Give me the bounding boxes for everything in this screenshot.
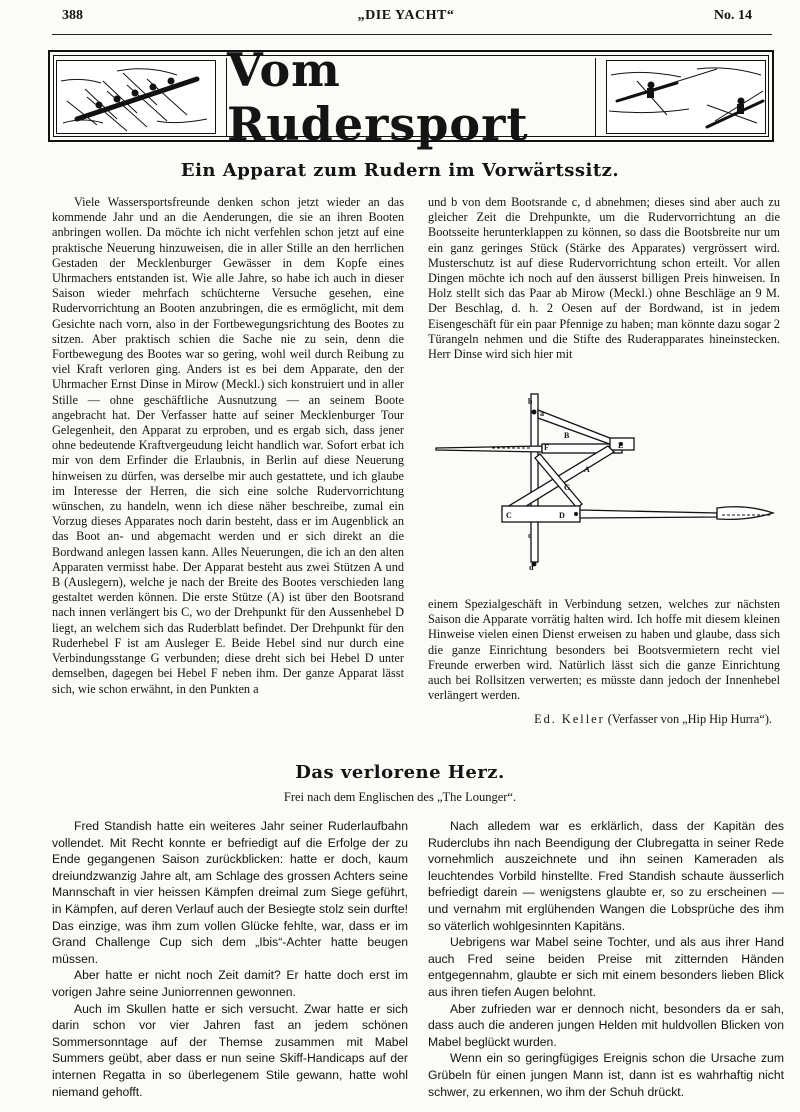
- paragraph: Uebrigens war Mabel seine Tochter, und als aus ihrer Hand auch Fred seine beiden Preise mit zitternden Händen entgegennahm, glaubte er sich mit einem besonders lieben Blick aus ihren tiefen Augen belohnt.: [428, 935, 784, 999]
- page-number: 388: [62, 8, 83, 23]
- article1-signature: [534, 712, 772, 727]
- diagram-label-d: D: [559, 511, 565, 520]
- paragraph: Auch im Skullen hatte er sich versucht. Zwar hatte er sich darin schon vor vier Jahren fast an jedem schönen Sommersonntage auf der Themse zusammen mit Mabel Summers geübt, aber dass er nun seine Skiff-Handicaps auf der internen Regatta in so überlegenem Stile gewann, hatte wohl niemand gehofft.: [52, 1001, 408, 1099]
- article2-subtitle: Frei nach dem Englischen des „The Lounger“.: [283, 790, 517, 804]
- diagram-label-c-lower: c: [528, 531, 532, 540]
- paragraph: Nach alledem war es erklärlich, dass der Kapitän des Ruderclubs ihn nach Beendigung der Clubregatta in seiner Rede vornehmlich auszeichnete und ihn seinen Kameraden als leuchtendes Vorbild hinstellte. Fred Standish schaute äusserlich befriedigt darein — wenigstens glaubte er, so zu erscheinen — und vernahm mit erglühenden Wangen die Lobsprüche des ihm so väterlich wohlgesinnten Kapitäns.: [428, 819, 784, 933]
- article1-right-column-bottom: [428, 597, 780, 703]
- banner-title: Vom Rudersport: [226, 58, 596, 136]
- single-sculler-illustration: [606, 60, 766, 134]
- paragraph: einem Spezialgeschäft in Verbindung setzen, welches zur nächsten Saison die Apparate vorrätig halten wird. Ich hoffe mit diesem kleinen Hinweise vielen einen Dienst erweisen zu haben und glaube, dass sich die ganze Einrichtung besonders bei Bootsvermietern recht viel Freunde erwerben wird. Natürlich lässt sich die ganze Einrichtung auch bei Rollsitzen verwerten; es müsste dann jedoch der Innenhebel verlängert werden.: [428, 597, 780, 703]
- diagram-label-b-lower: b: [528, 397, 533, 406]
- paragraph: und b von dem Bootsrande c, d abnehmen; dieses sind aber auch zu gleicher Zeit die Drehpunkte, um die Rudervorrichtung an die Bootsseite herunterklappen zu können, so dass die Bootsbreite nur um ein ganz geringes Stück (Stärke des Apparates) vergrössert wird. Musterschutz ist auf diese Rudervorrichtung schon erteilt. Vor allen Dingen möchte ich noch auf den äusserst billigen Preis hinweisen. In Holz stellt sich das Paar ab Mirow (Meckl.) ohne Beschläge an 9 M. Der Beschlag, d. h. 2 Oesen auf der Bordwand, ist in jedem Eisengeschäft für ein paar Pfennige zu haben; man könnte dazu sogar 2 Türangeln nehmen und die Stifte des Ruderapparates hineinstecken. Herr Dinse wird sich hier mit: [428, 195, 780, 362]
- signature-name: Ed. Keller: [534, 712, 605, 726]
- rowing-eight-illustration: [56, 60, 216, 134]
- issue-number: No. 14: [713, 8, 752, 23]
- diagram-label-b-upper: B: [564, 431, 570, 440]
- diagram-label-e: E: [618, 441, 624, 450]
- article2-left-column: [52, 818, 408, 1100]
- article2-right-column: [428, 818, 784, 1100]
- article2-title: Das verlorene Herz.: [295, 762, 505, 783]
- diagram-label-a: A: [584, 465, 590, 474]
- rowing-apparatus-diagram: [432, 392, 782, 572]
- signature-note: (Verfasser von „Hip Hip Hurra“).: [607, 712, 772, 726]
- diagram-label-c: C: [506, 511, 512, 520]
- article1-left-column: [52, 195, 404, 697]
- article1-title: Ein Apparat zum Rudern im Vorwärtssitz.: [180, 160, 620, 181]
- running-header: [52, 8, 760, 26]
- paragraph: Wenn ein so geringfügiges Ereignis schon die Ursache zum Grübeln für einen jungen Mann ist, dann ist es wahrhaftig nicht schwer, zu erkennen, wo ihm der Schuh drückt.: [428, 1051, 784, 1099]
- magazine-title: „DIE YACHT“: [357, 8, 455, 23]
- header-rule: [52, 34, 772, 35]
- section-banner: [48, 43, 774, 151]
- diagram-label-f: F: [544, 443, 549, 452]
- article1-right-column-top: [428, 195, 780, 362]
- paragraph: Viele Wassersportsfreunde denken schon jetzt wieder an das kommende Jahr und an die Aenderungen, die sie an ihren Booten anbringen wollen. Da möchte ich nicht verfehlen schon jetzt auf eine praktische Neuerung hinzuweisen, die in aller Stille an den herrlichen Gestaden der Mecklenburger Gewässer in dem Kopfe eines Uhrmachers entstanden ist. Wie alle Jahre, so habe ich auch in dieser Saison wieder mehrfach schüchterne Versuche gesehen, eine Rudervorrichtung an Booten anzubringen, die es ermöglicht, mit dem Gesichte nach vorn, also in der Fortbewegungsrichtung des Bootes zu sitzen. Aber praktisch schien die Sache nie zu sein, denn die Fortbewegung des Bootes war so gering, wohl weil durch Reibung zu viel Kraft verloren ging. Anders ist es bei dem Apparate, den der Uhrmacher Ernst Dinse in Mirow (Meckl.) sich konstruiert und in aller Stille — ohne geschäftliche Ausnutzung — an seinem Boote angebracht hat. Der Verfasser hatte auf seiner Mecklenburger Tour Gelegenheit, den Apparat zu erproben, und es ergab sich, dass jener ohne bedeutende Kraftvergeudung leicht handlich war. Sofort erbat ich mir von dem Erfinder die Erlaubnis, in Berlin auf diese Neuerung hinweisen zu dürfen, was derselbe mir auch gestattete, und ich glaube im Interesse der Herren, die sich eine solche Rudervorrichtung wünschen, zu handeln, wenn ich diese näher beschreibe, zumal ein Vorzug dieses Apparates noch darin besteht, dass er im Augenblick an das Boot an- und abgemacht werden und er sich direkt an die Bordwand anlegen lassen kann. Alles Neuerungen, die ich an den alten Apparaten vermisst habe. Der Apparat besteht aus zwei Stützen A und B (Auslegern), welche je nach der Breite des Bootes verschieden lang gestaltet werden können. Die erste Stütze (A) ist über den Bootsrand nach innen verlängert bis C, wo der Drehpunkt für den Aussenhebel D liegt, an welchem sich das Ruderblatt befindet. Der Drehpunkt für den Ruderhebel F ist am Ausleger E. Beide Hebel sind nur durch eine Verbindungsstange G verbunden; diese dreht sich bei Hebel D unter demselben, dagegen bei Hebel F neben ihm. Der ganze Apparat lässt sich, wie schon erwähnt, in den Punkten a: [52, 195, 404, 696]
- paragraph: Fred Standish hatte ein weiteres Jahr seiner Ruderlaufbahn vollendet. Mit Recht konnte er befriedigt auf die Erfolge der zu Ende gegangenen Saison zurückblicken: hatte er doch, kaum dreiundzwanzig Jahre alt, am Schlage des grossen Achters seine Mannschaft in vier heissen Kämpfen dreimal zum Siege geführt, in Kämpfen, auf deren Verlauf auch der Besiegte stolz sein durfte! Das einzige, was ihm zum vollen Glücke fehlte, war, dass er im Grand Challenge Cup sich dem „Ibis“-Achter hatte beugen müssen.: [52, 819, 408, 966]
- diagram-label-a-lower: a: [540, 409, 544, 418]
- diagram-label-d-lower: d: [529, 563, 534, 572]
- paragraph: Aber zufrieden war er dennoch nicht, besonders da er sah, dass auch die anderen jungen Helden mit huldvollen Blicken von Mabel beglückt wurden.: [428, 1001, 784, 1049]
- paragraph: Aber hatte er nicht noch Zeit damit? Er hatte doch erst im vorigen Jahre seine Juniorrennen gewonnen.: [52, 968, 408, 999]
- diagram-label-g: G: [564, 483, 571, 492]
